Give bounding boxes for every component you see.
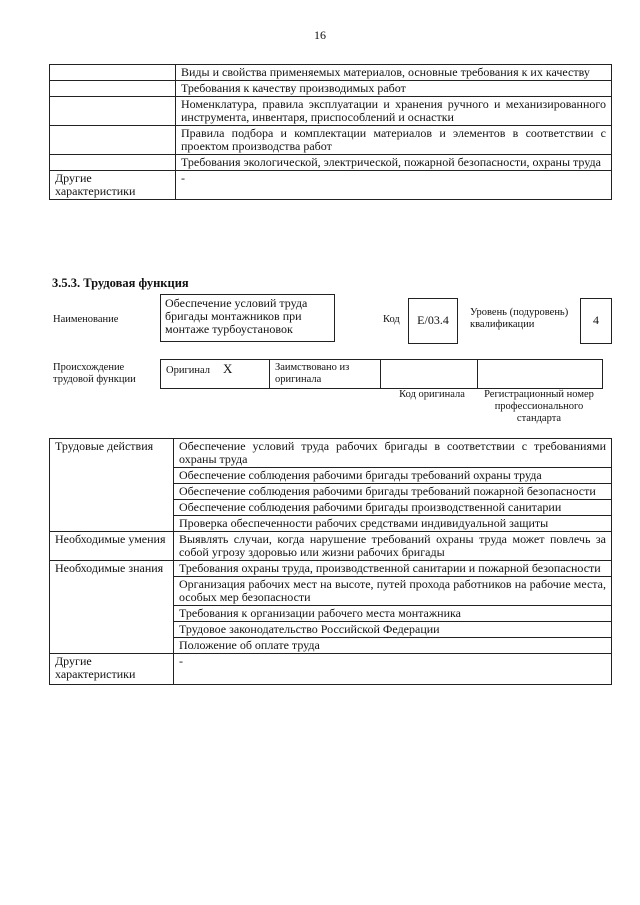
table-row (50, 97, 612, 126)
original-label: Оригинал (166, 365, 210, 376)
labor-action-item: Обеспечение соблюдения рабочими бригады требований пожарной безопасности (174, 484, 612, 500)
empty-label-cell (50, 126, 176, 155)
level-label: Уровень (подуровень) квалификации (470, 307, 569, 330)
table-row (161, 360, 603, 389)
knowledge-label: Необходимые знания (50, 561, 174, 654)
labor-actions-label: Трудовые действия (50, 439, 174, 532)
knowledge-item: Виды и свойства применяемых материалов, основные требования к их качеству (176, 65, 612, 81)
empty-label-cell (50, 65, 176, 81)
knowledge-item: Требования экологической, электрической, пожарной безопасности, охраны труда (176, 155, 612, 171)
original-cell (161, 360, 270, 389)
labor-action-item: Обеспечение соблюдения рабочими бригады производственной санитарии (174, 500, 612, 516)
table-row (50, 126, 612, 155)
table-row (50, 561, 612, 577)
knowledge-item: Организация рабочих мест на высоте, путей прохода работников на рабочие места, особых мер безопасности (174, 577, 612, 606)
page-number: 16 (314, 28, 326, 42)
empty-label-cell (50, 155, 176, 171)
knowledge-continuation-table (49, 64, 612, 200)
knowledge-item: Положение об оплате труда (174, 638, 612, 654)
other-characteristics-label: Другие характеристики (50, 654, 174, 685)
section-title: 3.5.3. Трудовая функция (52, 276, 189, 290)
borrowed-label: Заимствовано из оригинала (270, 360, 381, 389)
table-row (50, 155, 612, 171)
labor-action-item: Обеспечение условий труда рабочих бригады в соответствии с требованиями охраны труда (174, 439, 612, 468)
table-row (50, 65, 612, 81)
knowledge-item: Номенклатура, правила эксплуатации и хранения ручного и механизированного инструмента, инвентаря, приспособлений и оснастки (176, 97, 612, 126)
code-value-box: E/03.4 (408, 298, 458, 344)
labor-action-item: Проверка обеспеченности рабочих средствами индивидуальной защиты (174, 516, 612, 532)
skills-label: Необходимые умения (50, 532, 174, 561)
code-original-label: Код оригинала (399, 389, 465, 400)
name-label: Наименование (53, 314, 119, 325)
table-row (50, 439, 612, 468)
skill-item: Выявлять случаи, когда нарушение требований охраны труда может повлечь за собой угрозу здоровью или жизни рабочих бригады (174, 532, 612, 561)
knowledge-item: Правила подбора и комплектации материалов и элементов в соответствии с проектом производства работ (176, 126, 612, 155)
code-label: Код (383, 314, 400, 325)
empty-label-cell (50, 97, 176, 126)
code-original-cell (381, 360, 478, 389)
origin-label: Происхождение трудовой функции (53, 362, 136, 385)
other-characteristics-value: - (174, 654, 612, 685)
origin-table (160, 359, 603, 389)
labor-action-item: Обеспечение соблюдения рабочими бригады требований охраны труда (174, 468, 612, 484)
labor-function-table (49, 438, 612, 685)
level-value-box: 4 (580, 298, 612, 344)
empty-label-cell (50, 81, 176, 97)
other-characteristics-value: - (176, 171, 612, 200)
reg-number-cell (478, 360, 603, 389)
knowledge-item: Требования к организации рабочего места монтажника (174, 606, 612, 622)
reg-number-label: Регистрационный номер профессионального стандарта (484, 389, 594, 424)
knowledge-item: Требования охраны труда, производственной санитарии и пожарной безопасности (174, 561, 612, 577)
function-name-box: Обеспечение условий труда бригады монтажников при монтаже турбоустановок (160, 294, 335, 342)
other-characteristics-label: Другие характеристики (50, 171, 176, 200)
table-row (50, 532, 612, 561)
original-mark: X (223, 361, 233, 376)
table-row (50, 171, 612, 200)
table-row (50, 81, 612, 97)
knowledge-item: Трудовое законодательство Российской Федерации (174, 622, 612, 638)
table-row (50, 654, 612, 685)
knowledge-item: Требования к качеству производимых работ (176, 81, 612, 97)
